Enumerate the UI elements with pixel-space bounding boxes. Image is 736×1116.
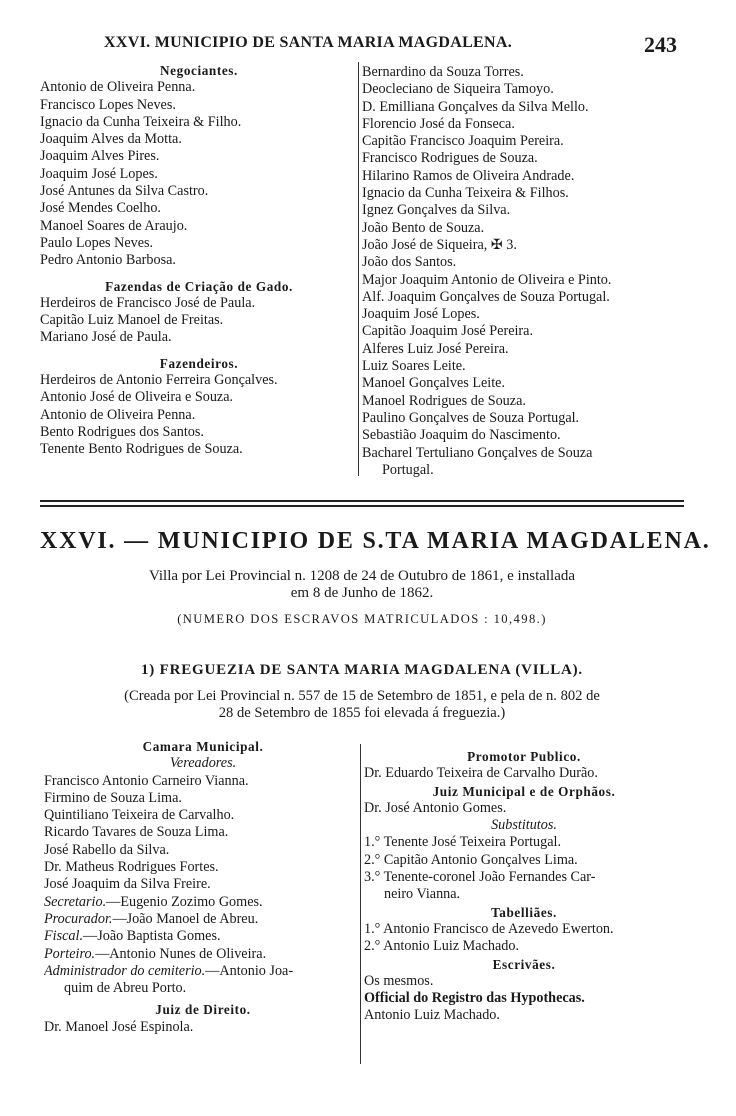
promotor-heading: Promotor Publico. [467,749,581,764]
negociante-entry: Joaquim Alves da Motta. [40,131,182,148]
name-entry: Deocleciano de Siqueira Tamoyo. [362,81,554,98]
name-entry: Paulino Gonçalves de Souza Portugal. [362,409,580,426]
administrador-name: —Antonio Joa- [205,962,294,979]
procurador-label: Procurador. [44,910,113,927]
name-entry: Hilarino Ramos de Oliveira Andrade. [362,167,575,184]
bottom-left-column [44,738,362,1036]
negociante-entry: Manoel Soares de Araujo. [40,217,188,234]
note-line-2: 28 de Setembro de 1855 foi elevada á freguezia.) [218,705,506,721]
gado-entry: Herdeiros de Francisco José de Paula. [40,294,256,311]
porteiro-label: Porteiro. [44,945,96,962]
name-entry: Bacharel Tertuliano Gonçalves de Souza [362,444,593,461]
administrador-continuation: quim de Abreu Porto. [64,980,187,997]
name-entry: Joaquim José Lopes. [362,306,480,323]
fazendeiro-entry: Antonio José de Oliveira e Souza. [40,389,234,406]
negociante-entry: Antonio de Oliveira Penna. [40,79,196,96]
negociante-entry: Ignacio da Cunha Teixeira & Filho. [40,113,242,130]
substituto-entry: 2.° Capitão Antonio Gonçalves Lima. [364,851,578,868]
name-entry: Florencio José da Fonseca. [362,115,515,132]
tabelliaes-heading: Tabelliães. [491,904,557,920]
negociante-entry: Joaquim José Lopes. [40,165,158,182]
vereador-entry: José Joaquim da Silva Freire. [44,876,211,893]
freguezia-note [40,688,684,722]
name-entry-continuation: Portugal. [382,461,434,478]
secretario-label: Secretario. [44,893,107,910]
vereador-entry: Dr. Matheus Rodrigues Fortes. [44,859,219,876]
name-entry: Francisco Rodrigues de Souza. [362,150,538,167]
tabelliao-entry: 2.° Antonio Luiz Machado. [364,938,520,955]
vereador-entry: Francisco Antonio Carneiro Vianna. [44,772,249,789]
administrador-label: Administrador do cemiterio. [44,962,206,979]
fiscal-name: —João Baptista Gomes. [83,928,221,945]
juiz-direito-name: Dr. Manoel José Espinola. [44,1018,194,1035]
registro-name: Antonio Luiz Machado. [364,1007,500,1024]
porteiro-name: —Antonio Nunes de Oliveira. [95,945,267,962]
juiz-municipal-heading: Juiz Municipal e de Orphãos. [432,783,616,799]
juiz-direito-heading: Juiz de Direito. [155,1002,251,1018]
name-entry: Capitão Joaquim José Pereira. [362,323,533,340]
top-right-column [362,64,682,479]
vereador-entry: Quintiliano Teixeira de Carvalho. [44,807,235,824]
vereador-entry: Firmino de Souza Lima. [44,789,182,806]
name-entry: Ignacio da Cunha Teixeira & Filhos. [362,185,569,202]
name-entry: João José de Siqueira, ✠ 3. [362,236,517,253]
freguezia-heading: 1) FREGUEZIA DE SANTA MARIA MAGDALENA (VILLA). [141,662,583,678]
section-rule-top [40,500,684,502]
secretario-entry [44,894,362,911]
porteiro-entry [44,946,362,963]
procurador-entry [44,911,362,928]
escrivaes-entry: Os mesmos. [364,972,434,989]
promotor-name: Dr. Eduardo Teixeira de Carvalho Durão. [364,765,598,782]
name-entry: Bernardino da Souza Torres. [362,64,524,80]
secretario-name: —Eugenio Zozimo Gomes. [106,893,263,910]
column-divider [358,62,359,476]
name-entry: Major Joaquim Antonio de Oliveira e Pinto. [362,271,612,288]
substituto-continuation: neiro Vianna. [384,886,461,903]
fazendeiro-entry: Antonio de Oliveira Penna. [40,406,196,423]
negociante-entry: Joaquim Alves Pires. [40,148,160,165]
escrivaes-heading: Escrivães. [492,956,556,972]
procurador-name: —João Manoel de Abreu. [112,910,259,927]
vereador-entry: Ricardo Tavares de Souza Lima. [44,824,229,841]
name-entry: Luiz Soares Leite. [362,358,466,375]
negociante-entry: José Antunes da Silva Castro. [40,183,209,200]
fiscal-entry [44,928,362,945]
escravos-line: (NUMERO DOS ESCRAVOS MATRICULADOS : 10,498.) [177,612,547,626]
fazendeiro-entry: Herdeiros de Antonio Ferreira Gonçalves. [40,372,278,389]
substituto-entry: 3.° Tenente-coronel João Fernandes Car- [364,869,596,886]
fazendeiro-entry: Bento Rodrigues dos Santos. [40,423,204,440]
name-entry: Alf. Joaquim Gonçalves de Souza Portugal. [362,288,610,305]
substitutos-heading: Substitutos. [491,817,557,834]
name-entry: João dos Santos. [362,254,457,271]
gado-entry: Mariano José de Paula. [40,329,172,346]
juiz-municipal-name: Dr. José Antonio Gomes. [364,799,507,816]
top-left-column [40,62,358,459]
villa-line-1: Villa por Lei Provincial n. 1208 de 24 de Outubro de 1861, e installada [148,568,576,584]
name-entry: João Bento de Souza. [362,219,485,236]
column-divider-bottom [360,744,361,1064]
fiscal-label: Fiscal. [44,928,84,945]
fazendeiro-entry: Tenente Bento Rodrigues de Souza. [40,441,243,458]
administrador-entry [44,963,362,980]
gado-entry: Capitão Luiz Manoel de Freitas. [40,312,224,329]
name-entry: D. Emilliana Gonçalves da Silva Mello. [362,98,589,115]
negociante-entry: José Mendes Coelho. [40,200,161,217]
registro-heading: Official do Registro das Hypothecas. [364,990,585,1007]
name-entry: Sebastião Joaquim do Nascimento. [362,427,561,444]
name-entry: Manoel Rodrigues de Souza. [362,392,526,409]
name-entry: Manoel Gonçalves Leite. [362,375,506,392]
gado-heading: Fazendas de Criação de Gado. [105,278,293,294]
negociante-entry: Pedro Antonio Barbosa. [40,252,176,269]
negociantes-heading: Negociantes. [160,63,238,78]
negociante-entry: Francisco Lopes Neves. [40,96,176,113]
running-head: XXVI. MUNICIPIO DE SANTA MARIA MAGDALENA. [104,34,513,51]
bottom-right-column [364,748,684,1025]
page-number: 243 [644,32,677,57]
tabelliao-entry: 1.° Antonio Francisco de Azevedo Ewerton. [364,920,614,937]
vereadores-heading: Vereadores. [169,755,237,772]
substituto-entry: 1.° Tenente José Teixeira Portugal. [364,834,562,851]
name-entry: Ignez Gonçalves da Silva. [362,202,511,219]
note-line-1: (Creada por Lei Provincial n. 557 de 15 de Setembro de 1851, e pela de n. 802 de [124,688,600,704]
camara-heading: Camara Municipal. [142,739,264,754]
negociante-entry: Paulo Lopes Neves. [40,234,154,251]
section-rule-bottom [40,505,684,507]
villa-line-2: em 8 de Junho de 1862. [290,585,434,601]
name-entry: Capitão Francisco Joaquim Pereira. [362,133,564,150]
name-entry: Alferes Luiz José Pereira. [362,340,509,357]
section-title: XXVI. — MUNICIPIO DE S.TA MARIA MAGDALENA. [40,528,711,554]
vereador-entry: José Rabello da Silva. [44,841,170,858]
fazendeiros-heading: Fazendeiros. [159,355,239,371]
